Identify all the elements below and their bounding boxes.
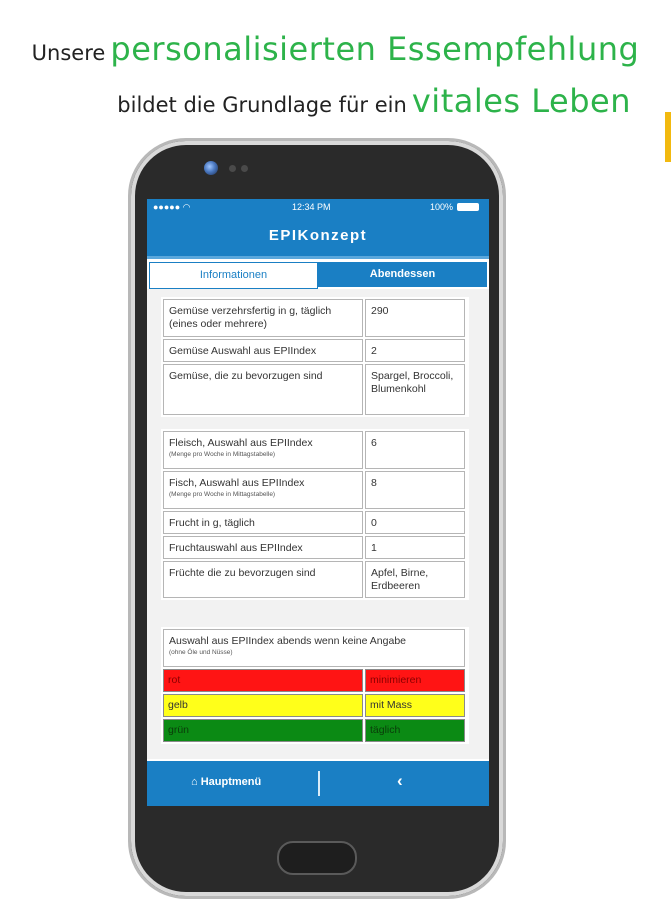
table-row	[163, 511, 467, 534]
table-row	[163, 536, 467, 559]
tab-bar	[147, 262, 489, 289]
camera-icon	[204, 161, 218, 175]
row-value: 2	[365, 339, 465, 362]
sensor-icon	[229, 165, 236, 172]
table-row	[163, 364, 467, 415]
sensor-icon	[241, 165, 248, 172]
battery-icon	[457, 203, 479, 211]
app-title: EPIKonzept	[147, 216, 489, 259]
phone-frame	[128, 138, 506, 899]
legend-row-green	[163, 719, 467, 742]
row-label	[163, 431, 363, 469]
row-label: Fruchtauswahl aus EPIIndex	[163, 536, 363, 559]
legend-meaning: mit Mass	[365, 694, 465, 717]
legend-meaning: minimieren	[365, 669, 465, 692]
content-area	[147, 289, 489, 759]
table-row	[163, 431, 467, 469]
headline-prefix-2: bildet die Grundlage für ein	[117, 93, 407, 117]
main-menu-button[interactable]	[191, 776, 261, 788]
headline-emphasis-2: vitales Leben	[411, 82, 631, 120]
row-label: Gemüse, die zu bevorzugen sind	[163, 364, 363, 415]
row-value: 0	[365, 511, 465, 534]
row-value: Apfel, Birne, Erdbeeren	[365, 561, 465, 598]
table-protein-fruit	[161, 429, 469, 600]
row-value: 8	[365, 471, 465, 509]
row-label: Frucht in g, täglich	[163, 511, 363, 534]
headline-line-1	[0, 30, 671, 68]
signal-icon: ●●●●● ◠	[153, 202, 191, 212]
home-icon: ⌂	[191, 776, 198, 788]
table-row	[163, 629, 467, 667]
legend-row-red	[163, 669, 467, 692]
legend-header-text: Auswahl aus EPIIndex abends wenn keine Angabe	[169, 635, 407, 647]
phone-screen	[147, 199, 489, 806]
legend-meaning: täglich	[365, 719, 465, 742]
row-value: 290	[365, 299, 465, 337]
nav-divider	[318, 771, 320, 796]
table-row	[163, 299, 467, 337]
table-row	[163, 471, 467, 509]
legend-header	[163, 629, 465, 667]
table-vegetables	[161, 297, 469, 417]
row-label: Früchte die zu bevorzugen sind	[163, 561, 363, 598]
legend-row-yellow	[163, 694, 467, 717]
row-label: Gemüse Auswahl aus EPIIndex	[163, 339, 363, 362]
legend-color: rot	[163, 669, 363, 692]
row-label: Gemüse verzehrsfertig in g, täglich (eines oder mehrere)	[163, 299, 363, 337]
row-label-text: Fisch, Auswahl aus EPIIndex	[169, 477, 305, 489]
table-row	[163, 339, 467, 362]
row-value: 1	[365, 536, 465, 559]
headline-line-2	[117, 82, 631, 120]
row-note: (Menge pro Woche in Mittagstabelle)	[169, 451, 276, 458]
tab-informationen[interactable]: Informationen	[149, 262, 318, 289]
main-menu-label: Hauptmenü	[200, 776, 262, 788]
bottom-nav	[147, 761, 489, 806]
table-row	[163, 561, 467, 598]
tab-abendessen[interactable]: Abendessen	[318, 262, 487, 287]
row-label-text: Fleisch, Auswahl aus EPIIndex	[169, 437, 313, 449]
home-button[interactable]	[277, 841, 357, 875]
row-value: 6	[365, 431, 465, 469]
headline-prefix-1: Unsere	[31, 41, 106, 65]
accent-bar	[665, 112, 671, 162]
status-battery: 100%	[430, 202, 454, 212]
legend-note: (ohne Öle und Nüsse)	[169, 649, 233, 656]
row-value: Spargel, Broccoli, Blumenkohl	[365, 364, 465, 415]
status-bar	[147, 199, 489, 216]
legend-color: gelb	[163, 694, 363, 717]
status-time: 12:34 PM	[292, 202, 331, 212]
row-label	[163, 471, 363, 509]
row-note: (Menge pro Woche in Mittagstabelle)	[169, 491, 276, 498]
headline-emphasis-1: personalisierten Essempfehlung	[110, 30, 640, 68]
table-color-legend	[161, 627, 469, 744]
legend-color: grün	[163, 719, 363, 742]
back-button[interactable]: ‹	[397, 771, 403, 790]
